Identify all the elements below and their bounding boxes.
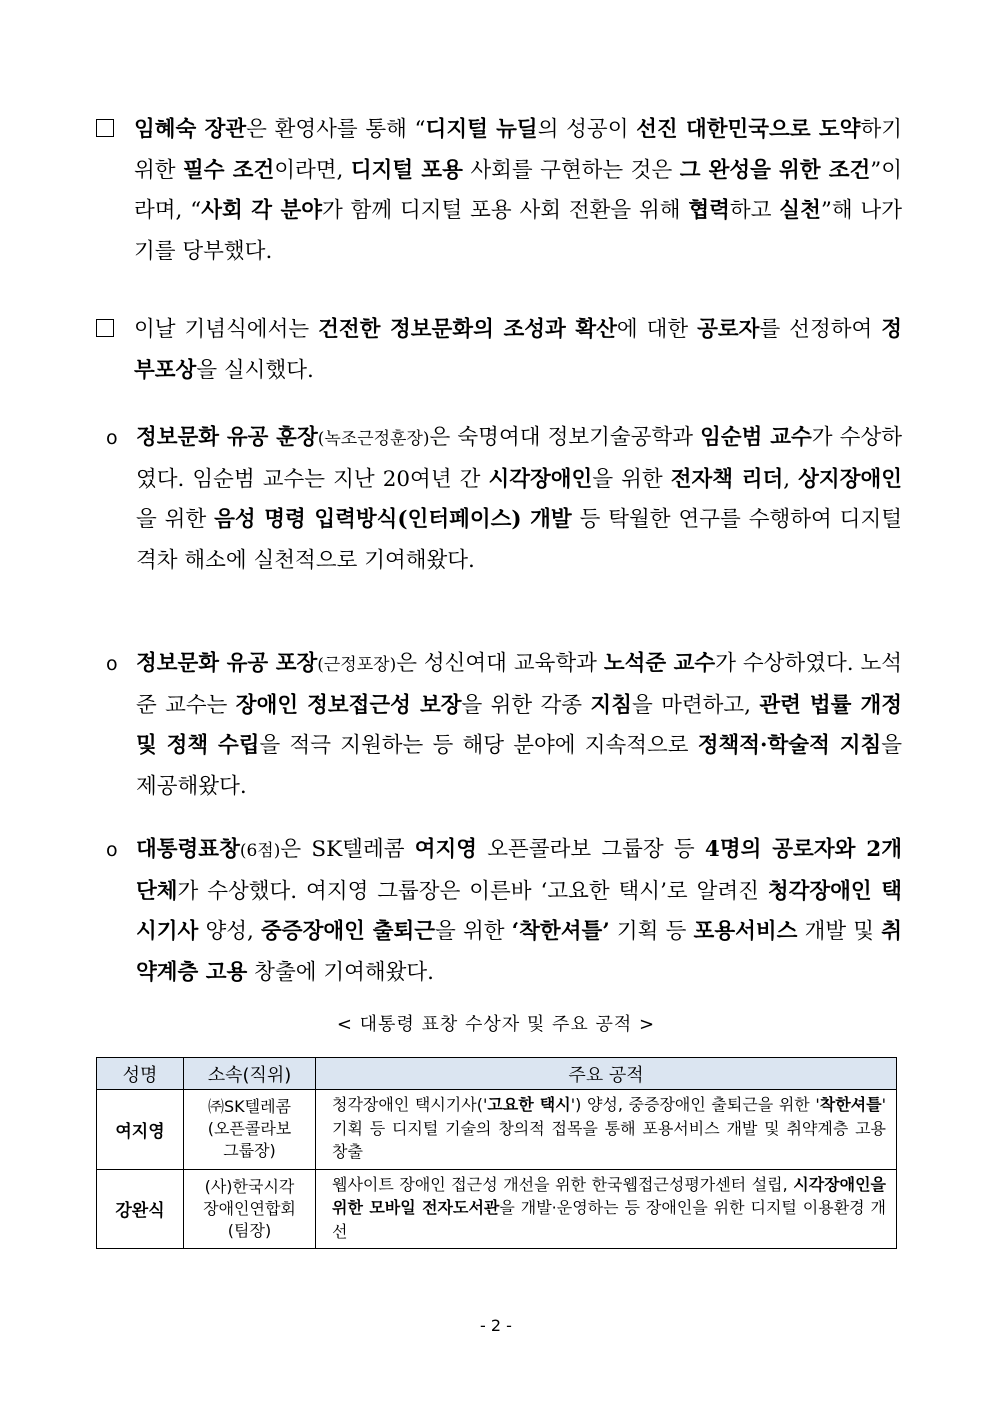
text-segment: ”이라며, “ — [134, 157, 903, 223]
bullet-marker: o — [106, 427, 118, 449]
paragraph-medal-of-order — [106, 418, 902, 581]
affiliation-line: 그룹장) — [223, 1141, 276, 1161]
emphasis-text: 착한셔틀 — [819, 1095, 882, 1114]
bullet-marker: o — [106, 839, 118, 861]
emphasis-text: 중증장애인 출퇴근 — [261, 919, 436, 944]
paragraph-service-medal — [106, 644, 902, 807]
affiliation-line: ㈜SK텔레콤 — [207, 1097, 292, 1117]
emphasis-text: 실천 — [779, 198, 821, 223]
emphasis-text: 공로자 — [697, 317, 760, 342]
text-segment: 웹사이트 장애인 접근성 개선을 위한 한국웹접근성평가센터 설립, — [332, 1174, 794, 1194]
text-segment: (녹조근정훈장) — [317, 429, 430, 449]
emphasis-text: 정부포상 — [134, 317, 902, 383]
text-segment: 이날 기념식에서는 — [134, 317, 319, 342]
emphasis-text: 그 완성을 위한 조건 — [679, 157, 871, 183]
paragraph-text — [134, 110, 902, 272]
affiliation-line: (사)한국시각 — [204, 1176, 295, 1196]
text-segment: 을 위한 — [435, 919, 512, 944]
table-row — [97, 1169, 897, 1249]
text-segment: 가 함께 디지털 포용 사회 전환을 위해 — [322, 198, 689, 223]
emphasis-text: 디지털 뉴딜 — [425, 117, 538, 142]
emphasis-text: 디지털 포용 — [350, 157, 463, 183]
text-segment: 가 수상했다. 여지영 그룹장은 이른바 ‘고요한 택시’로 알려진 — [177, 878, 768, 904]
text-segment: ”해 나가기를 당부했다. — [134, 198, 902, 264]
emphasis-text: 상지장애인 — [798, 466, 903, 492]
paragraph-text — [136, 418, 902, 581]
emphasis-text: 시각장애인 — [488, 466, 593, 492]
text-segment: 은 성신여대 교육학과 — [396, 651, 604, 676]
emphasis-text: 장애인 정보접근성 보장 — [235, 692, 462, 718]
awardee-achievement — [316, 1090, 897, 1170]
text-segment: (근정포장) — [317, 655, 397, 675]
emphasis-text: 선진 대한민국으로 도약 — [636, 117, 861, 142]
awardee-affiliation — [184, 1169, 316, 1249]
emphasis-text: 취약계층 고용 — [136, 919, 903, 985]
emphasis-text: 청각장애인 택시기사 — [136, 878, 902, 944]
text-segment: (6점) — [239, 841, 281, 861]
text-segment: 기획 등 — [609, 919, 694, 944]
text-segment: 청각장애인 택시기사(' — [332, 1095, 488, 1114]
text-segment: 을 위한 각종 — [461, 692, 591, 718]
affiliation-line: (오픈콜라보 — [207, 1119, 292, 1139]
text-segment: 가 수상하였다. 노석준 교수는 — [136, 651, 902, 718]
awardee-affiliation — [184, 1090, 316, 1170]
emphasis-text: ‘착한셔틀’ — [511, 919, 610, 944]
text-segment: 하고 — [729, 198, 780, 223]
emphasis-text: 4명의 공로자와 2개 단체 — [136, 837, 902, 904]
square-bullet-icon — [96, 319, 114, 337]
text-segment: 에 대한 — [616, 317, 698, 342]
paragraph-awards-intro — [96, 310, 902, 391]
emphasis-text: 대통령표창 — [136, 837, 240, 862]
square-bullet-icon — [96, 119, 114, 137]
emphasis-text: 임혜숙 장관 — [134, 117, 247, 142]
affiliation-line: 장애인연합회 — [203, 1198, 296, 1218]
text-segment: 의 성공이 — [537, 117, 637, 142]
text-segment: 가 수상하였다. 임순범 교수는 지난 20여년 간 — [136, 425, 902, 492]
text-segment: 을 적극 지원하는 등 해당 분야에 지속적으로 — [259, 733, 698, 758]
emphasis-text: 지침 — [590, 692, 632, 718]
awards-table — [96, 1057, 897, 1249]
page-number: - 2 - — [480, 1316, 512, 1335]
emphasis-text: 정보문화 유공 포장 — [136, 651, 318, 676]
bullet-marker: o — [106, 653, 118, 675]
emphasis-text: 시각장애인을 위한 모바일 전자도서관 — [332, 1174, 886, 1217]
awardee-name: 강완식 — [97, 1169, 184, 1249]
text-segment: 을 마련하고, — [631, 692, 760, 718]
paragraph-text — [136, 644, 902, 807]
header-affiliation: 소속(직위) — [184, 1058, 316, 1090]
emphasis-text: 포용서비스 — [693, 919, 798, 944]
emphasis-text: 사회 각 분야 — [201, 198, 323, 223]
emphasis-text: 정책적·학술적 지침 — [697, 733, 882, 758]
checkbox-bullet — [96, 110, 114, 151]
text-segment: 를 선정하여 — [759, 317, 882, 342]
text-segment: 을 위한 — [592, 466, 671, 492]
paragraph-minister-speech — [96, 110, 902, 272]
text-segment: 을 제공해왔다. — [136, 733, 903, 799]
text-segment: 은 숙명여대 정보기술공학과 — [429, 425, 701, 450]
header-achievement: 주요 공적 — [316, 1058, 897, 1090]
emphasis-text: 여지영 — [414, 837, 478, 862]
emphasis-text: 협력 — [688, 198, 730, 223]
text-segment: 오픈콜라보 그룹장 등 — [477, 837, 705, 862]
text-segment: , — [783, 466, 799, 492]
text-segment: 창출에 기여해왔다. — [247, 959, 434, 985]
text-segment: 을 개발·운영하는 등 장애인을 위한 디지털 이용환경 개선 — [332, 1198, 886, 1241]
emphasis-text: 관련 법률 개정 및 정책 수립 — [136, 692, 902, 758]
table-caption: < 대통령 표창 수상자 및 주요 공적 > — [336, 1014, 656, 1035]
text-segment: 은 환영사를 통해 “ — [246, 117, 426, 142]
emphasis-text: 정보문화 유공 훈장 — [136, 425, 318, 450]
text-segment: 사회를 구현하는 것은 — [462, 157, 680, 183]
text-segment: ' 기획 등 디지털 기술의 창의적 접목을 통해 포용서비스 개발 및 취약계층 고용 창출 — [332, 1095, 886, 1161]
table-header-row — [97, 1058, 897, 1090]
emphasis-text: 고요한 택시 — [487, 1095, 571, 1114]
paragraph-text — [136, 830, 902, 993]
text-segment: 을 위한 — [136, 507, 215, 532]
text-segment: 개발 및 — [797, 919, 882, 944]
emphasis-text: 건전한 정보문화의 조성과 확산 — [318, 317, 617, 342]
text-segment: 하기 위한 — [134, 117, 902, 183]
paragraph-presidential-citation — [106, 830, 902, 993]
emphasis-text: 필수 조건 — [183, 157, 275, 183]
text-segment: 을 실시했다. — [196, 357, 314, 383]
text-segment: 등 탁월한 연구를 수행하여 디지털 격차 해소에 실천적으로 기여해왔다. — [136, 507, 902, 573]
emphasis-text: 노석준 교수 — [603, 651, 716, 676]
emphasis-text: 임순범 교수 — [700, 425, 812, 450]
paragraph-text — [134, 310, 902, 391]
header-name: 성명 — [97, 1058, 184, 1090]
emphasis-text: 전자책 리더 — [670, 466, 784, 492]
affiliation-line: (팀장) — [227, 1220, 272, 1240]
awardee-achievement — [316, 1169, 897, 1249]
emphasis-text: 음성 명령 입력방식(인터페이스) 개발 — [214, 507, 572, 532]
checkbox-bullet — [96, 310, 114, 351]
table-row — [97, 1090, 897, 1170]
awardee-name: 여지영 — [97, 1090, 184, 1170]
text-segment: 이라면, — [274, 157, 351, 183]
text-segment: ') 양성, 중증장애인 출퇴근을 위한 ' — [570, 1095, 820, 1114]
text-segment: 은 SK텔레콤 — [280, 837, 415, 862]
text-segment: 양성, — [198, 919, 262, 944]
